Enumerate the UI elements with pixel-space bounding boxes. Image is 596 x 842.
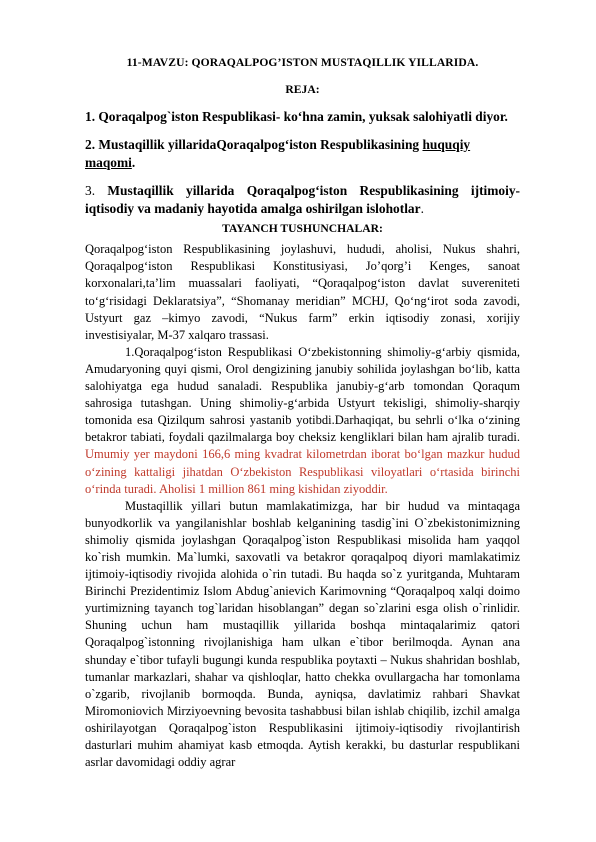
paragraph-1-text: 1.Qoraqalpog‘iston Respublikasi O‘zbekistonning shimoliy-g‘arbiy qismida, Amudaryoning quyi qismi, Orol dengizining janubiy sohilida joylashgan bo‘lib, katta salohiyatga ega hudud sanaladi. Respublika janubiy-g‘arb tomondan Qoraqum sahrosiga tutashgan. Uning shimoliy-g‘arbida Ustyurt tekisligi, shimoliy-sharqiy tomonida esa Qizilqum sahrosi yastanib yotibdi.Darhaqiqat, bu sehrli o‘lka o‘zining betakror tabiati, foydali qazilmalarga boy cheksiz kengliklari bilan ham ajralib turadi. <box>85 344 520 445</box>
plan-item-3-text: Mustaqillik yillarida Qoraqalpog‘iston Respublikasining ijtimoiy-iqtisodiy va madaniy hayotida amalga oshirilgan islohotlar <box>85 183 521 217</box>
key-concepts-text: Qoraqalpog‘iston Respublikasining joylashuvi, hududi, aholisi, Nukus shahri, Qoraqalpog‘iston Respublikasi Konstitusiyasi, Jo’qorg’i Kenges, sanoat korxonalari,ta’lim muassalari faoliyati, “Qoraqalpog‘iston davlat suvereniteti to‘g‘risidagi Deklaratsiya”, “Shomanay meridian” MCHJ, Qo‘ng‘irot soda zavodi, Ustyurt gaz –kimyo zavodi, “Nukus farm” erkin iqtisodiy zonasi, xorijiy investisiyalar, M-37 xalqaro trassasi. <box>85 242 520 342</box>
paragraph-2: Mustaqillik yillari butun mamlakatimizga, har bir hudud va mintaqaga bunyodkorlik va yangilanishlar boshlab kelganining tasdig`ini O`zbekistonimizning shimoliy qismida joylashgan Qoraqalpog`iston Respublikasi misolida ham yaqqol ko`rish mumkin. Ma`lumki, saxovatli va betakror qoraqalpoq diyori mamlakatimiz ijtimoiy-iqtisodiy rivojida alohida o`rin tutadi. Bu haqda so`z yuritganda, Muhtaram Birinchi Prezidentimiz Islom Abdug`anievich Karimovning “Qoraqalpoq xalqi doimo yurtimizning tayanch tog`laridan hisoblangan” degan so`zlarini esga olish o`rinlidir. Shuning uchun ham mustaqillik yillarida boshqa mintaqalarimiz qatori Qoraqalpog`istonning rivojlanishiga ham ulkan e`tibor berilmoqda. Aynan ana shunday e`tibor tufayli bugungi kunda respublika poytaxti – Nukus shahridan boshlab, tumanlar markazlari, shahar va qishloqlar, hatto chekka ovullargacha har tomonlama o`zgarib, rivojlanib bormoqda. Bunda, ayniqsa, davlatimiz rahbari Shavkat Miromoniovich Mirziyoevning bevosita tashabbusi bilan ishlab chiqilib, izchil amalga oshirilayotgan Qoraqalpog`iston Respublikasini ijtimoiy-iqtisodiy rivojlantirish dasturlari muhim ahamiyat kasb etmoqda. Aytish kerakki, bu dasturlar respublikani asrlar davomidagi oddiy agrar <box>85 498 520 770</box>
key-concepts-heading: TAYANCH TUSHUNCHALAR: <box>222 222 383 236</box>
plan-item-3-number: 3. <box>85 183 108 199</box>
document-title: 11-MAVZU: QORAQALPOG’ISTON MUSTAQILLIK YILLARIDA. <box>126 56 479 69</box>
paragraph-1 <box>85 344 520 498</box>
plan-item-2-text: 2. Mustaqillik yillaridaQoraqalpog‘iston Respublikasining <box>85 137 423 153</box>
plan-item-2 <box>85 136 520 172</box>
plan-item-2-underlined: huquqiy maqomi <box>85 137 471 171</box>
plan-item-3-end: . <box>420 201 424 217</box>
plan-item-1: 1. Qoraqalpog`iston Respublikasi- ko‘hna zamin, yuksak salohiyatli diyor. <box>85 109 508 125</box>
paragraph-1-highlight: Umumiy yer maydoni 166,6 ming kvadrat kilometrdan iborat bo‘lgan mazkur hudud o‘zining kattaligi jihatdan O‘zbekiston Respublikasi viloyatlari o‘rtasida birinchi o‘rinda turadi. Aholisi 1 million 861 ming kishidan ziyoddir. <box>85 447 520 496</box>
plan-item-2-end: . <box>131 155 136 171</box>
plan-heading: REJA: <box>285 83 320 97</box>
plan-item-3 <box>85 182 520 218</box>
